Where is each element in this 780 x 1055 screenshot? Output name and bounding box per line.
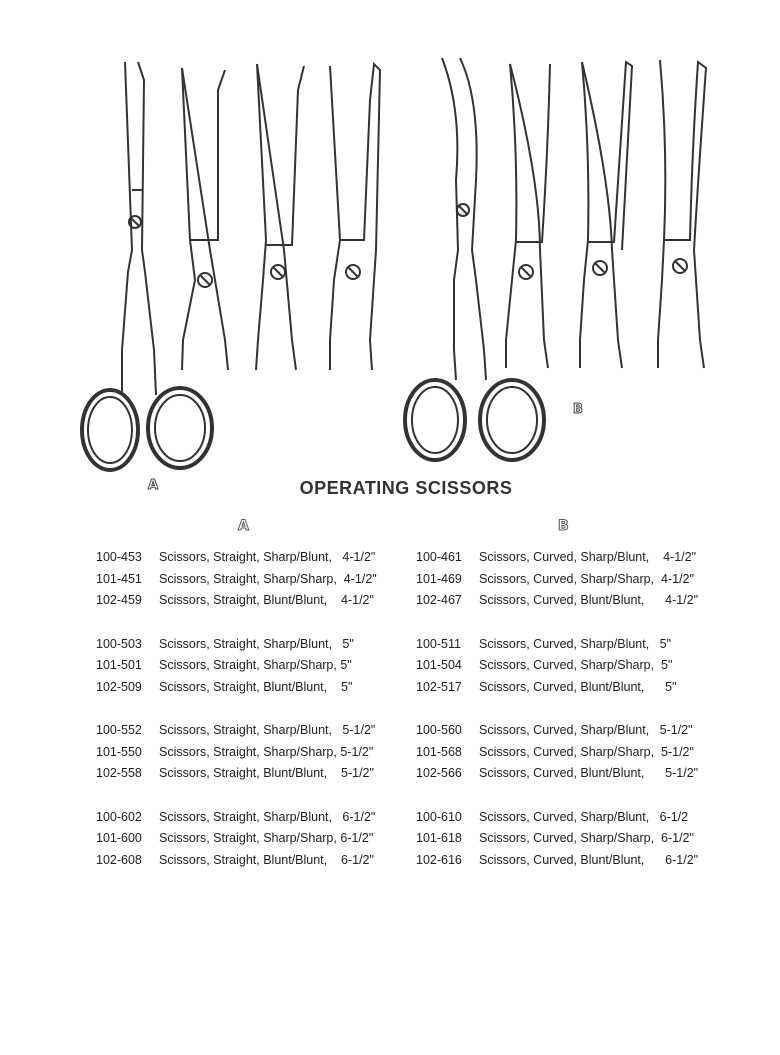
column-header-b: B (558, 518, 569, 534)
product-row (416, 853, 698, 875)
product-row (96, 550, 377, 572)
product-row (416, 831, 698, 853)
product-code: 101-618 (416, 831, 462, 845)
product-description: Scissors, Curved, Sharp/Blunt, 4-1/2" (479, 550, 697, 564)
product-description: Scissors, Curved, Sharp/Blunt, 6-1/2 (479, 809, 689, 824)
product-row (96, 766, 377, 788)
product-description: Scissors, Straight, Blunt/Blunt, 6-1/2" (159, 852, 374, 867)
product-code: 101-501 (96, 658, 142, 672)
product-row (96, 745, 377, 767)
product-row (416, 572, 698, 594)
product-row (96, 810, 377, 832)
product-row (416, 550, 698, 572)
product-description: Scissors, Curved, Sharp/Blunt, 5" (479, 636, 672, 651)
product-description: Scissors, Straight, Sharp/Blunt, 5" (159, 636, 354, 651)
product-description: Scissors, Curved, Sharp/Sharp, 4-1/2" (479, 571, 694, 586)
product-description: Scissors, Curved, Blunt/Blunt, 5-1/2" (479, 766, 699, 780)
product-code: 101-504 (416, 658, 462, 672)
product-group (96, 550, 377, 615)
scissors-illustration (70, 50, 740, 490)
figure-label-a: A (148, 478, 159, 493)
product-group (416, 723, 698, 788)
product-code: 101-600 (96, 831, 142, 845)
product-description: Scissors, Straight, Blunt/Blunt, 5" (159, 679, 353, 694)
product-description: Scissors, Straight, Sharp/Sharp, 5" (159, 658, 352, 672)
product-description: Scissors, Curved, Blunt/Blunt, 6-1/2" (479, 852, 699, 867)
column-header-a: A (238, 518, 249, 534)
product-code: 100-503 (96, 636, 142, 651)
product-description: Scissors, Straight, Sharp/Blunt, 4-1/2" (159, 550, 376, 564)
product-description: Scissors, Straight, Blunt/Blunt, 5-1/2" (159, 766, 374, 780)
product-code: 100-552 (96, 723, 142, 737)
straight-scissors-tips (182, 64, 380, 370)
product-description: Scissors, Straight, Blunt/Blunt, 4-1/2" (159, 593, 374, 607)
product-code: 102-608 (96, 852, 142, 867)
product-group (416, 810, 698, 875)
product-description: Scissors, Curved, Sharp/Sharp, 5" (479, 658, 673, 672)
product-group (416, 637, 698, 702)
product-description: Scissors, Curved, Sharp/Blunt, 5-1/2" (479, 723, 693, 737)
product-group (96, 723, 377, 788)
product-description: Scissors, Straight, Sharp/Blunt, 6-1/2" (159, 809, 376, 824)
curved-scissors-tips (506, 60, 706, 368)
product-description: Scissors, Curved, Sharp/Sharp, 5-1/2" (479, 744, 694, 759)
product-code: 101-550 (96, 744, 142, 759)
page-title: OPERATING SCISSORS (299, 478, 513, 498)
product-code: 100-560 (416, 723, 462, 737)
product-row (96, 853, 377, 875)
product-row (96, 572, 377, 594)
product-row (96, 658, 377, 680)
product-row (96, 593, 377, 615)
product-code: 102-459 (96, 593, 142, 607)
product-code: 101-568 (416, 744, 462, 759)
product-code: 100-511 (416, 636, 461, 651)
product-row (416, 637, 698, 659)
product-row (416, 745, 698, 767)
product-description: Scissors, Curved, Sharp/Sharp, 6-1/2" (479, 831, 694, 845)
product-row (416, 723, 698, 745)
product-description: Scissors, Straight, Sharp/Sharp, 4-1/2" (159, 571, 377, 586)
product-row (416, 680, 698, 702)
product-code: 102-566 (416, 766, 462, 780)
product-row (96, 723, 377, 745)
product-description: Scissors, Straight, Sharp/Sharp, 5-1/2" (159, 744, 374, 759)
product-row (416, 593, 698, 615)
product-group (96, 810, 377, 875)
product-code: 102-509 (96, 679, 142, 694)
product-row (416, 658, 698, 680)
product-code: 102-517 (416, 679, 462, 694)
product-description: Scissors, Curved, Blunt/Blunt, 4-1/2" (479, 593, 699, 607)
product-row (96, 831, 377, 853)
product-description: Scissors, Straight, Sharp/Blunt, 5-1/2" (159, 723, 376, 737)
product-code: 100-602 (96, 809, 142, 824)
product-group (96, 637, 377, 702)
product-row (416, 766, 698, 788)
product-code: 102-616 (416, 852, 462, 867)
product-group (416, 550, 698, 615)
product-list-b (416, 550, 698, 896)
figure-label-b: B (573, 402, 583, 417)
product-description: Scissors, Curved, Blunt/Blunt, 5" (479, 679, 677, 694)
product-code: 100-453 (96, 550, 142, 564)
product-code: 102-558 (96, 766, 142, 780)
product-row (96, 680, 377, 702)
product-code: 100-461 (416, 550, 462, 564)
product-code: 102-467 (416, 593, 462, 607)
product-list-a (96, 550, 377, 896)
product-description: Scissors, Straight, Sharp/Sharp, 6-1/2" (159, 831, 374, 845)
product-row (96, 637, 377, 659)
product-row (416, 810, 698, 832)
product-code: 101-469 (416, 571, 462, 586)
product-code: 100-610 (416, 809, 462, 824)
product-code: 101-451 (96, 571, 142, 586)
